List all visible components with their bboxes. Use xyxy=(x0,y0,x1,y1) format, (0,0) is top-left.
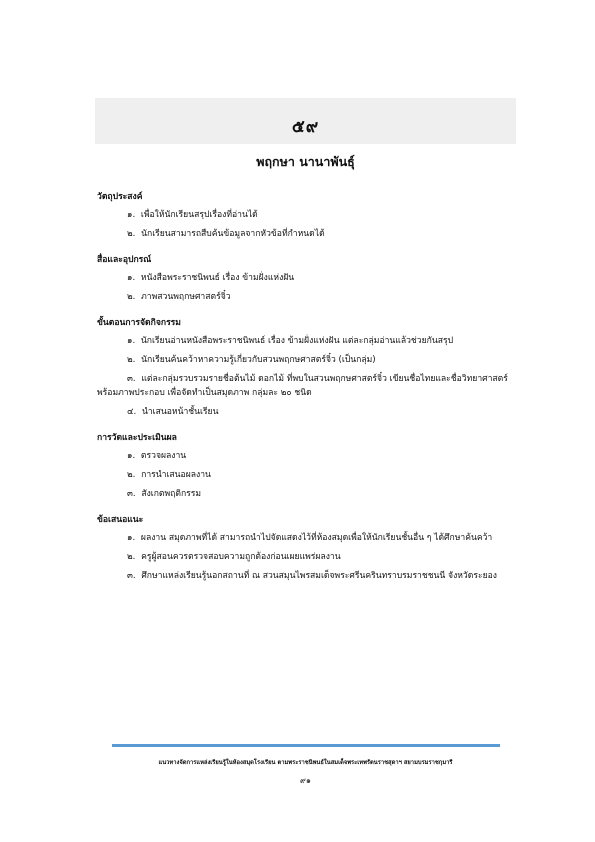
list-item xyxy=(97,227,515,241)
footer-divider xyxy=(112,744,500,747)
footer-page-number: ๙๑ xyxy=(300,776,311,785)
item-number: ๒. xyxy=(127,229,136,239)
item-text: นักเรียนสามารถสืบค้นข้อมูลจากหัวข้อที่กำหนดได้ xyxy=(141,229,325,239)
procedure-section xyxy=(97,316,515,419)
list-item xyxy=(97,208,515,222)
item-text: เพื่อให้นักเรียนสรุปเรื่องที่อ่านได้ xyxy=(140,210,258,220)
item-number: ๒. xyxy=(127,470,136,480)
list-item xyxy=(97,290,515,304)
objectives-heading: วัตถุประสงค์ xyxy=(97,192,143,202)
item-text: ครูผู้สอนควรตรวจสอบความถูกต้องก่อนเผยแพร่ผลงาน xyxy=(141,552,341,562)
item-text: สังเกตพฤติกรรม xyxy=(141,489,202,499)
suggestions-heading: ข้อเสนอแนะ xyxy=(97,515,144,525)
list-item xyxy=(97,271,515,285)
item-number: ๑. xyxy=(127,451,136,461)
procedure-heading: ขั้นตอนการจัดกิจกรรม xyxy=(97,318,181,328)
evaluation-section xyxy=(97,431,515,501)
item-text: หนังสือพระราชนิพนธ์ เรื่อง ข้ามฝั่งแห่งฝัน xyxy=(140,273,295,283)
list-item xyxy=(97,531,515,545)
materials-section xyxy=(97,253,515,304)
suggestions-section xyxy=(97,513,515,583)
item-text: ศึกษาแหล่งเรียนรู้นอกสถานที่ ณ สวนสมุนไพรสมเด็จพระศรีนครินทราบรมราชชนนี จังหวัดระยอง xyxy=(141,571,497,581)
item-number: ๒. xyxy=(127,292,136,302)
item-text: นักเรียนค้นคว้าหาความรู้เกี่ยวกับสวนพฤกษศาสตร์จิ๋ว (เป็นกลุ่ม) xyxy=(141,355,376,365)
document-body xyxy=(97,190,515,595)
item-number: ๒. xyxy=(127,552,136,562)
list-item xyxy=(97,569,515,583)
materials-heading: สื่อและอุปกรณ์ xyxy=(97,255,152,265)
item-text: ตรวจผลงาน xyxy=(140,451,187,461)
item-number: ๑. xyxy=(127,210,136,220)
item-number: ๑. xyxy=(127,533,136,543)
evaluation-heading: การวัดและประเมินผล xyxy=(97,433,177,443)
page-title: พฤกษา นานาพันธุ์ xyxy=(256,154,355,169)
item-number: ๓. xyxy=(127,571,136,581)
item-number: ๑. xyxy=(127,336,136,346)
item-number: ๓. xyxy=(127,374,136,384)
item-number: ๔. xyxy=(127,407,137,417)
item-text: นำเสนอหน้าชั้นเรียน xyxy=(141,407,219,417)
list-item xyxy=(97,487,515,501)
list-item xyxy=(97,334,515,348)
item-number: ๓. xyxy=(127,489,136,499)
item-text: แต่ละกลุ่มรวบรวมรายชื่อต้นไม้ ดอกไม้ ที่พบในสวนพฤกษศาสตร์จิ๋ว เขียนชื่อไทยและชื่อวิทยาศาสตร์ พร้อมภาพประกอบ เพื่อจัดทำเป็นสมุดภาพ กลุ่มละ ๒๐ ชนิด xyxy=(97,374,508,398)
item-text: การนำเสนอผลงาน xyxy=(141,470,211,480)
item-text: ภาพสวนพฤกษศาสตร์จิ๋ว xyxy=(141,292,231,302)
footer-caption: แนวทางจัดการแหล่งเรียนรู้ในห้องสมุดโรงเรียน ตามพระราชนิพนธ์ในสมเด็จพระเทพรัตนราชสุดาฯ สยามบรมราชกุมารี xyxy=(158,760,453,766)
objectives-section xyxy=(97,190,515,241)
list-item xyxy=(97,372,515,400)
list-item xyxy=(97,468,515,482)
list-item xyxy=(97,449,515,463)
item-number: ๒. xyxy=(127,355,136,365)
item-number: ๑. xyxy=(127,273,136,283)
page-number: ๕๙ xyxy=(291,117,320,137)
list-item xyxy=(97,405,515,419)
list-item xyxy=(97,550,515,564)
page-header-box xyxy=(95,98,516,144)
item-text: ผลงาน สมุดภาพที่ได้ สามารถนำไปจัดแสดงไว้ที่ห้องสมุดเพื่อให้นักเรียนชั้นอื่น ๆ ได้ศึกษาค้นคว้า xyxy=(140,533,493,543)
item-text: นักเรียนอ่านหนังสือพระราชนิพนธ์ เรื่อง ข้ามฝั่งแห่งฝัน แต่ละกลุ่มอ่านแล้วช่วยกันสรุป xyxy=(140,336,454,346)
list-item xyxy=(97,353,515,367)
